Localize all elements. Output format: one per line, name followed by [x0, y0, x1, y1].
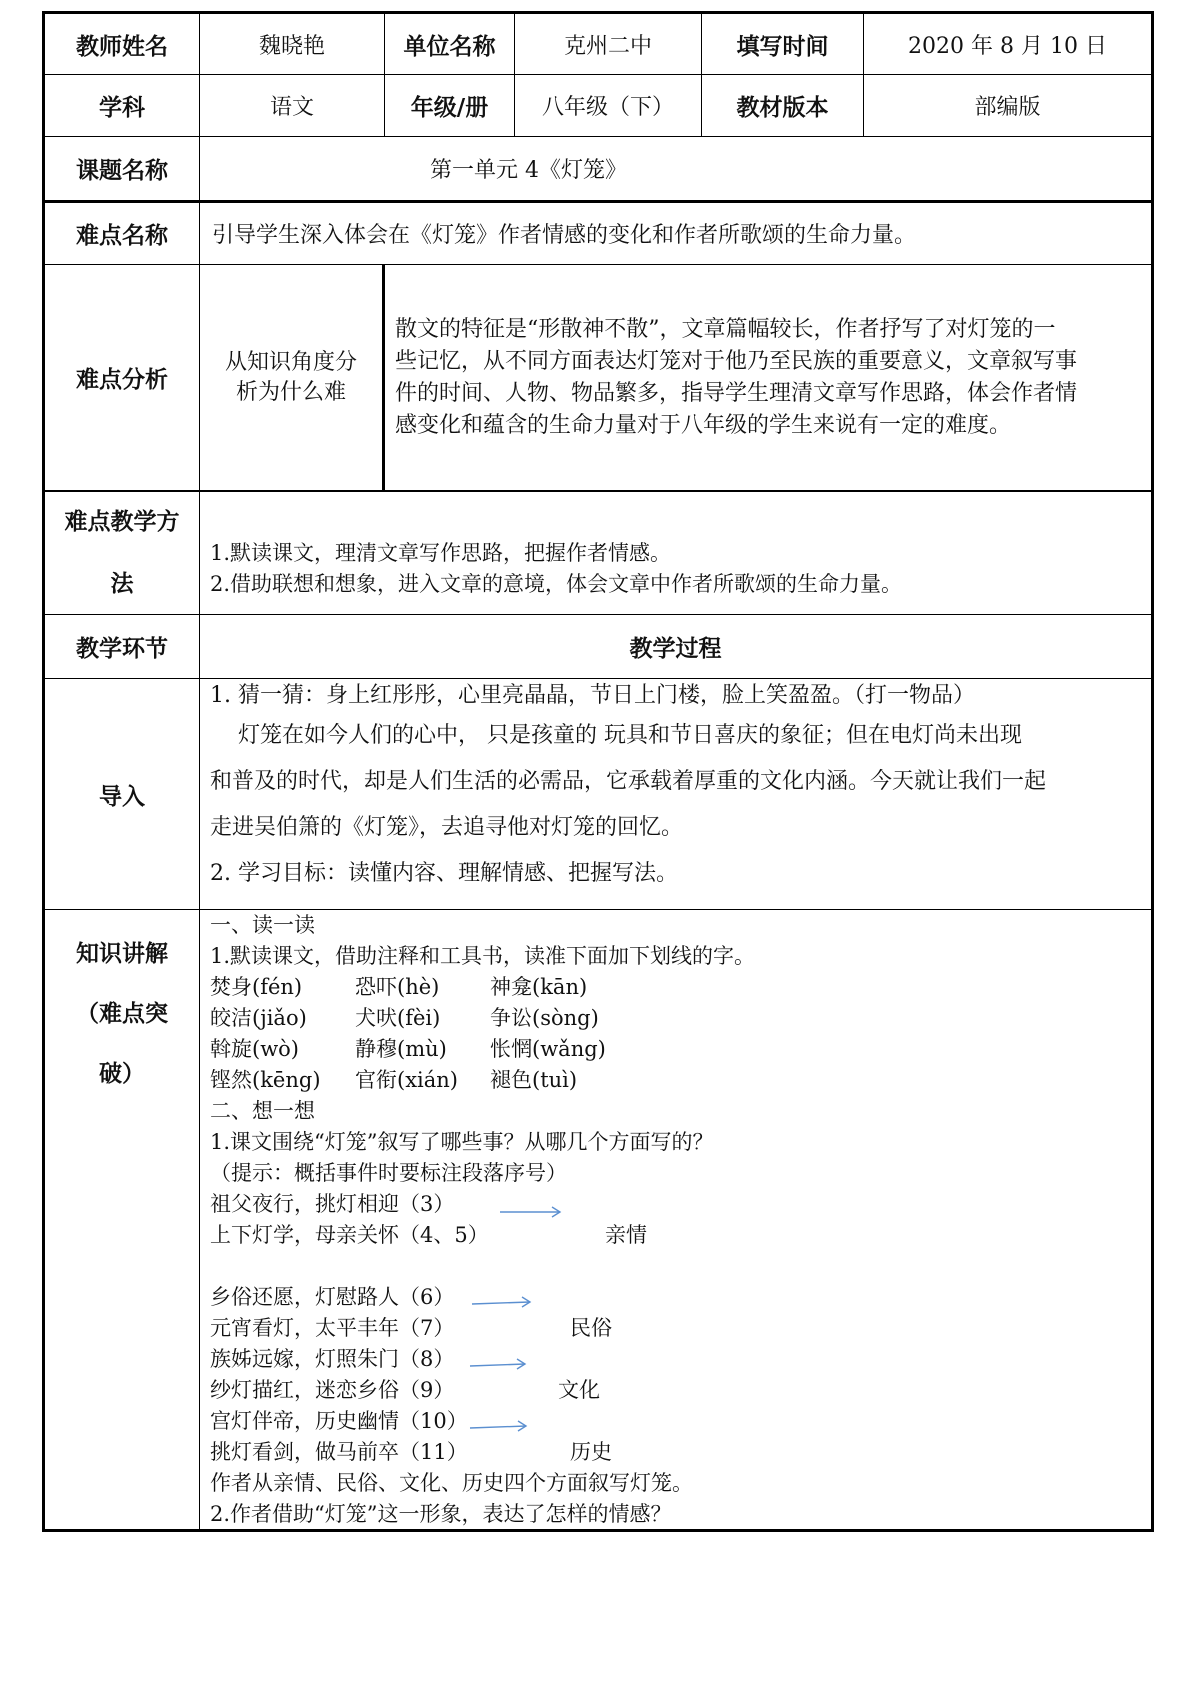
topic-value: 第一单元 4《灯笼》	[430, 158, 627, 183]
method-line: 2.借助联想和想象，进入文章的意境，体会文章中作者所歌颂的生命力量。	[210, 572, 903, 596]
event-item: 上下灯学，母亲关怀（4、5）	[210, 1223, 489, 1247]
event-item: 挑灯看剑，做马前卒（11）	[210, 1440, 468, 1464]
unit-label: 单位名称	[385, 14, 515, 74]
analysis-sub-label-line-2: 析为什么难	[235, 379, 346, 405]
intro-line: 1. 猜一猜：身上红彤彤，心里亮晶晶，节日上门楼，脸上笑盈盈。（打一物品）	[210, 683, 975, 708]
category-label: 文化	[558, 1378, 600, 1402]
analysis-sub-label-line-1: 从知识角度分	[224, 349, 357, 375]
intro-line: 2. 学习目标：读懂内容、理解情感、把握写法。	[210, 861, 678, 886]
analysis-label: 难点分析	[45, 265, 200, 490]
method-label-line-2: 法	[110, 571, 134, 597]
knowledge-label	[45, 910, 200, 1529]
event-item: 祖父夜行，挑灯相迎（3）	[210, 1192, 455, 1216]
process-value: 教学过程	[629, 636, 722, 662]
topic-label: 课题名称	[45, 137, 200, 200]
analysis-text	[385, 265, 1151, 490]
analysis-line: 散文的特征是“形散神不散”，文章篇幅较长，作者抒写了对灯笼的一	[395, 316, 1056, 342]
pinyin-word: 焚身(fén)	[210, 975, 303, 999]
pinyin-word: 官衔(xián)	[355, 1068, 458, 1092]
knowledge-label-line-1: 知识讲解	[76, 941, 168, 967]
process-row	[42, 615, 1154, 679]
intro-row	[42, 679, 1154, 910]
method-label-line-1: 难点教学方	[64, 509, 180, 535]
difficulty-value: 引导学生深入体会在《灯笼》作者情感的变化和作者所歌颂的生命力量。	[212, 223, 917, 248]
pinyin-word: 怅惘(wǎng)	[490, 1037, 606, 1061]
event-item: 宫灯伴帝，历史幽情（10）	[210, 1409, 468, 1433]
process-label: 教学环节	[45, 615, 200, 678]
difficulty-row	[42, 203, 1154, 265]
analysis-line: 些记忆，从不同方面表达灯笼对于他乃至民族的重要意义，文章叙写事	[395, 348, 1078, 374]
arrow-icon	[470, 1359, 525, 1369]
header-row-2	[42, 75, 1154, 137]
arrow-icon	[470, 1421, 526, 1431]
pinyin-word: 铿然(kēng)	[210, 1068, 321, 1092]
pinyin-word: 犬吠(fèi)	[355, 1006, 441, 1030]
analysis-line: 件的时间、人物、物品繁多，指导学生理清文章写作思路，体会作者情	[395, 380, 1078, 406]
pinyin-word: 神龛(kān)	[490, 975, 588, 999]
edition-label: 教材版本	[702, 75, 864, 136]
knowledge-label-line-3: 破）	[99, 1061, 145, 1087]
subject-value: 语文	[200, 75, 385, 136]
method-text	[200, 492, 1151, 614]
event-item: 纱灯描红，迷恋乡俗（9）	[210, 1378, 455, 1402]
event-item: 乡俗还愿，灯慰路人（6）	[210, 1285, 455, 1309]
method-label	[45, 492, 200, 614]
edition-value: 部编版	[974, 95, 1041, 120]
teacher-value: 魏晓艳	[200, 14, 385, 74]
category-label: 亲情	[605, 1223, 647, 1247]
knowledge-hint: （提示：概括事件时要标注段落序号）	[210, 1161, 567, 1185]
arrow-icon	[472, 1297, 530, 1307]
topic-row	[42, 137, 1154, 203]
pinyin-word: 褪色(tuì)	[490, 1068, 578, 1092]
date-label: 填写时间	[702, 14, 864, 74]
difficulty-label: 难点名称	[45, 203, 200, 264]
header-row-1	[42, 11, 1154, 75]
pinyin-word: 静穆(mù)	[355, 1037, 447, 1061]
knowledge-content	[200, 910, 1151, 1529]
grade-label: 年级/册	[385, 75, 515, 136]
category-label: 民俗	[570, 1316, 612, 1340]
event-arrows	[200, 910, 800, 1530]
intro-text	[200, 679, 1151, 909]
pinyin-word: 皎洁(jiǎo)	[210, 1006, 307, 1030]
subject-label: 学科	[45, 75, 200, 136]
knowledge-task-3: 2.作者借助“灯笼”这一形象，表达了怎样的情感？	[210, 1502, 672, 1526]
analysis-line: 感变化和蕴含的生命力量对于八年级的学生来说有一定的难度。	[395, 412, 1012, 438]
date-value: 2020 年 8 月 10 日	[908, 33, 1107, 59]
knowledge-heading-2: 二、想一想	[210, 1099, 315, 1123]
knowledge-summary: 作者从亲情、民俗、文化、历史四个方面叙写灯笼。	[210, 1471, 693, 1495]
knowledge-heading-1: 一、读一读	[210, 913, 315, 937]
knowledge-label-line-2: （难点突	[76, 1001, 168, 1027]
teacher-label: 教师姓名	[45, 14, 200, 74]
pinyin-word: 恐吓(hè)	[355, 975, 440, 999]
method-row	[42, 491, 1154, 615]
event-item: 族姊远嫁，灯照朱门（8）	[210, 1347, 455, 1371]
category-label: 历史	[570, 1440, 612, 1464]
knowledge-task-2: 1.课文围绕“灯笼”叙写了哪些事？从哪几个方面写的？	[210, 1130, 714, 1154]
analysis-row	[42, 265, 1154, 491]
method-line: 1.默读课文，理清文章写作思路，把握作者情感。	[210, 541, 672, 565]
pinyin-word: 争讼(sòng)	[490, 1006, 599, 1030]
intro-line: 和普及的时代，却是人们生活的必需品，它承载着厚重的文化内涵。今天就让我们一起	[210, 769, 1047, 794]
intro-line: 灯笼在如今人们的心中， 只是孩童的 玩具和节日喜庆的象征；但在电灯尚未出现	[238, 723, 1022, 748]
event-item: 元宵看灯，太平丰年（7）	[210, 1316, 455, 1340]
grade-value: 八年级（下）	[515, 75, 702, 136]
unit-value: 克州二中	[515, 14, 702, 74]
intro-line: 走进吴伯箫的《灯笼》，去追寻他对灯笼的回忆。	[210, 815, 684, 840]
pinyin-word: 斡旋(wò)	[210, 1037, 300, 1061]
arrow-icon	[500, 1207, 560, 1217]
knowledge-task-1: 1.默读课文，借助注释和工具书，读准下面加下划线的字。	[210, 944, 756, 968]
intro-label: 导入	[45, 679, 200, 909]
lesson-plan-table	[42, 11, 1154, 1532]
analysis-sub-label	[200, 265, 385, 490]
knowledge-row	[42, 910, 1154, 1532]
